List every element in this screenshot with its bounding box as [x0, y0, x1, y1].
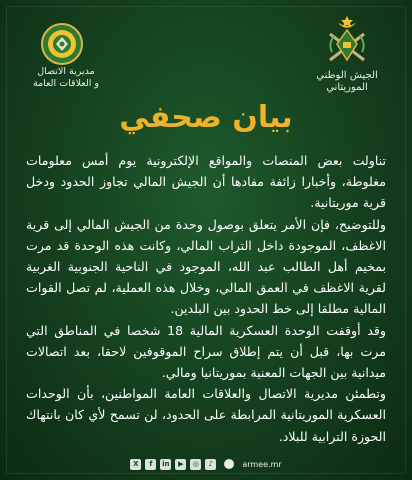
website-link[interactable]: armee.mr — [242, 459, 282, 469]
x-icon[interactable]: X — [130, 459, 141, 470]
paragraph-4: وتطمئن مديرية الاتصال والعلاقات العامة المواطنين، بأن الوحدات العسكرية الموريتانية المرابطة على الحدود، لن تسمح لأي كان بانتهاك الحوزة الترابية للبلاد. — [26, 386, 386, 444]
paragraph-3: وقد أوقفت الوحدة العسكرية المالية 18 شخصا في المناطق التي مرت بها، قبل أن يتم إطلاق سراح الموقوفين لاحقا، بعد اتصالات ميدانية بين الجهات المعنية بموريتانيا ومالي. — [26, 322, 386, 381]
linkedin-icon[interactable]: in — [162, 459, 170, 468]
page-title: بيان صحفي — [119, 100, 293, 135]
tiktok-icon[interactable]: ♪ — [205, 459, 216, 470]
directorate-caption-line2: و العلاقات العامة — [33, 78, 99, 89]
army-caption — [302, 70, 392, 94]
instagram-icon[interactable]: ◎ — [190, 459, 201, 470]
facebook-icon[interactable]: f — [145, 459, 156, 470]
youtube-icon[interactable]: ▶ — [175, 459, 186, 470]
directorate-emblem-icon — [40, 22, 84, 66]
directorate-caption — [16, 66, 116, 90]
paragraph-1: تناولت بعض المنصات والمواقع الإلكترونية يوم أمس معلومات مغلوطة، وأخبارا زائفة مفادها أن الجيش المالي تجاوز الحدود ودخل قرية موريتانية. — [26, 153, 386, 211]
statement-body — [26, 150, 386, 447]
army-caption-line1: الجيش الوطني — [316, 70, 378, 81]
globe-icon — [224, 459, 234, 469]
army-caption-line2: الموريتاني — [326, 82, 368, 93]
footer — [0, 456, 412, 472]
directorate-caption-line1: مديرية الاتصال — [37, 66, 95, 77]
army-emblem-icon — [322, 12, 372, 68]
paragraph-2: وللتوضيح، فإن الأمر يتعلق بوصول وحدة من الجيش المالي إلى قرية الاغظف، الموجودة داخل التراب المالي، وكانت هذه الوحدة قد مرت بمخيم أهل الطالب عبد الله، الموجود في الناحية الجنوبية الغربية لقرية الاغظف في العمق المالي، وخلال هذه العملية، لم تصل القوات المالية مطلقا إلى خط الحدود بين البلدين. — [26, 216, 386, 317]
